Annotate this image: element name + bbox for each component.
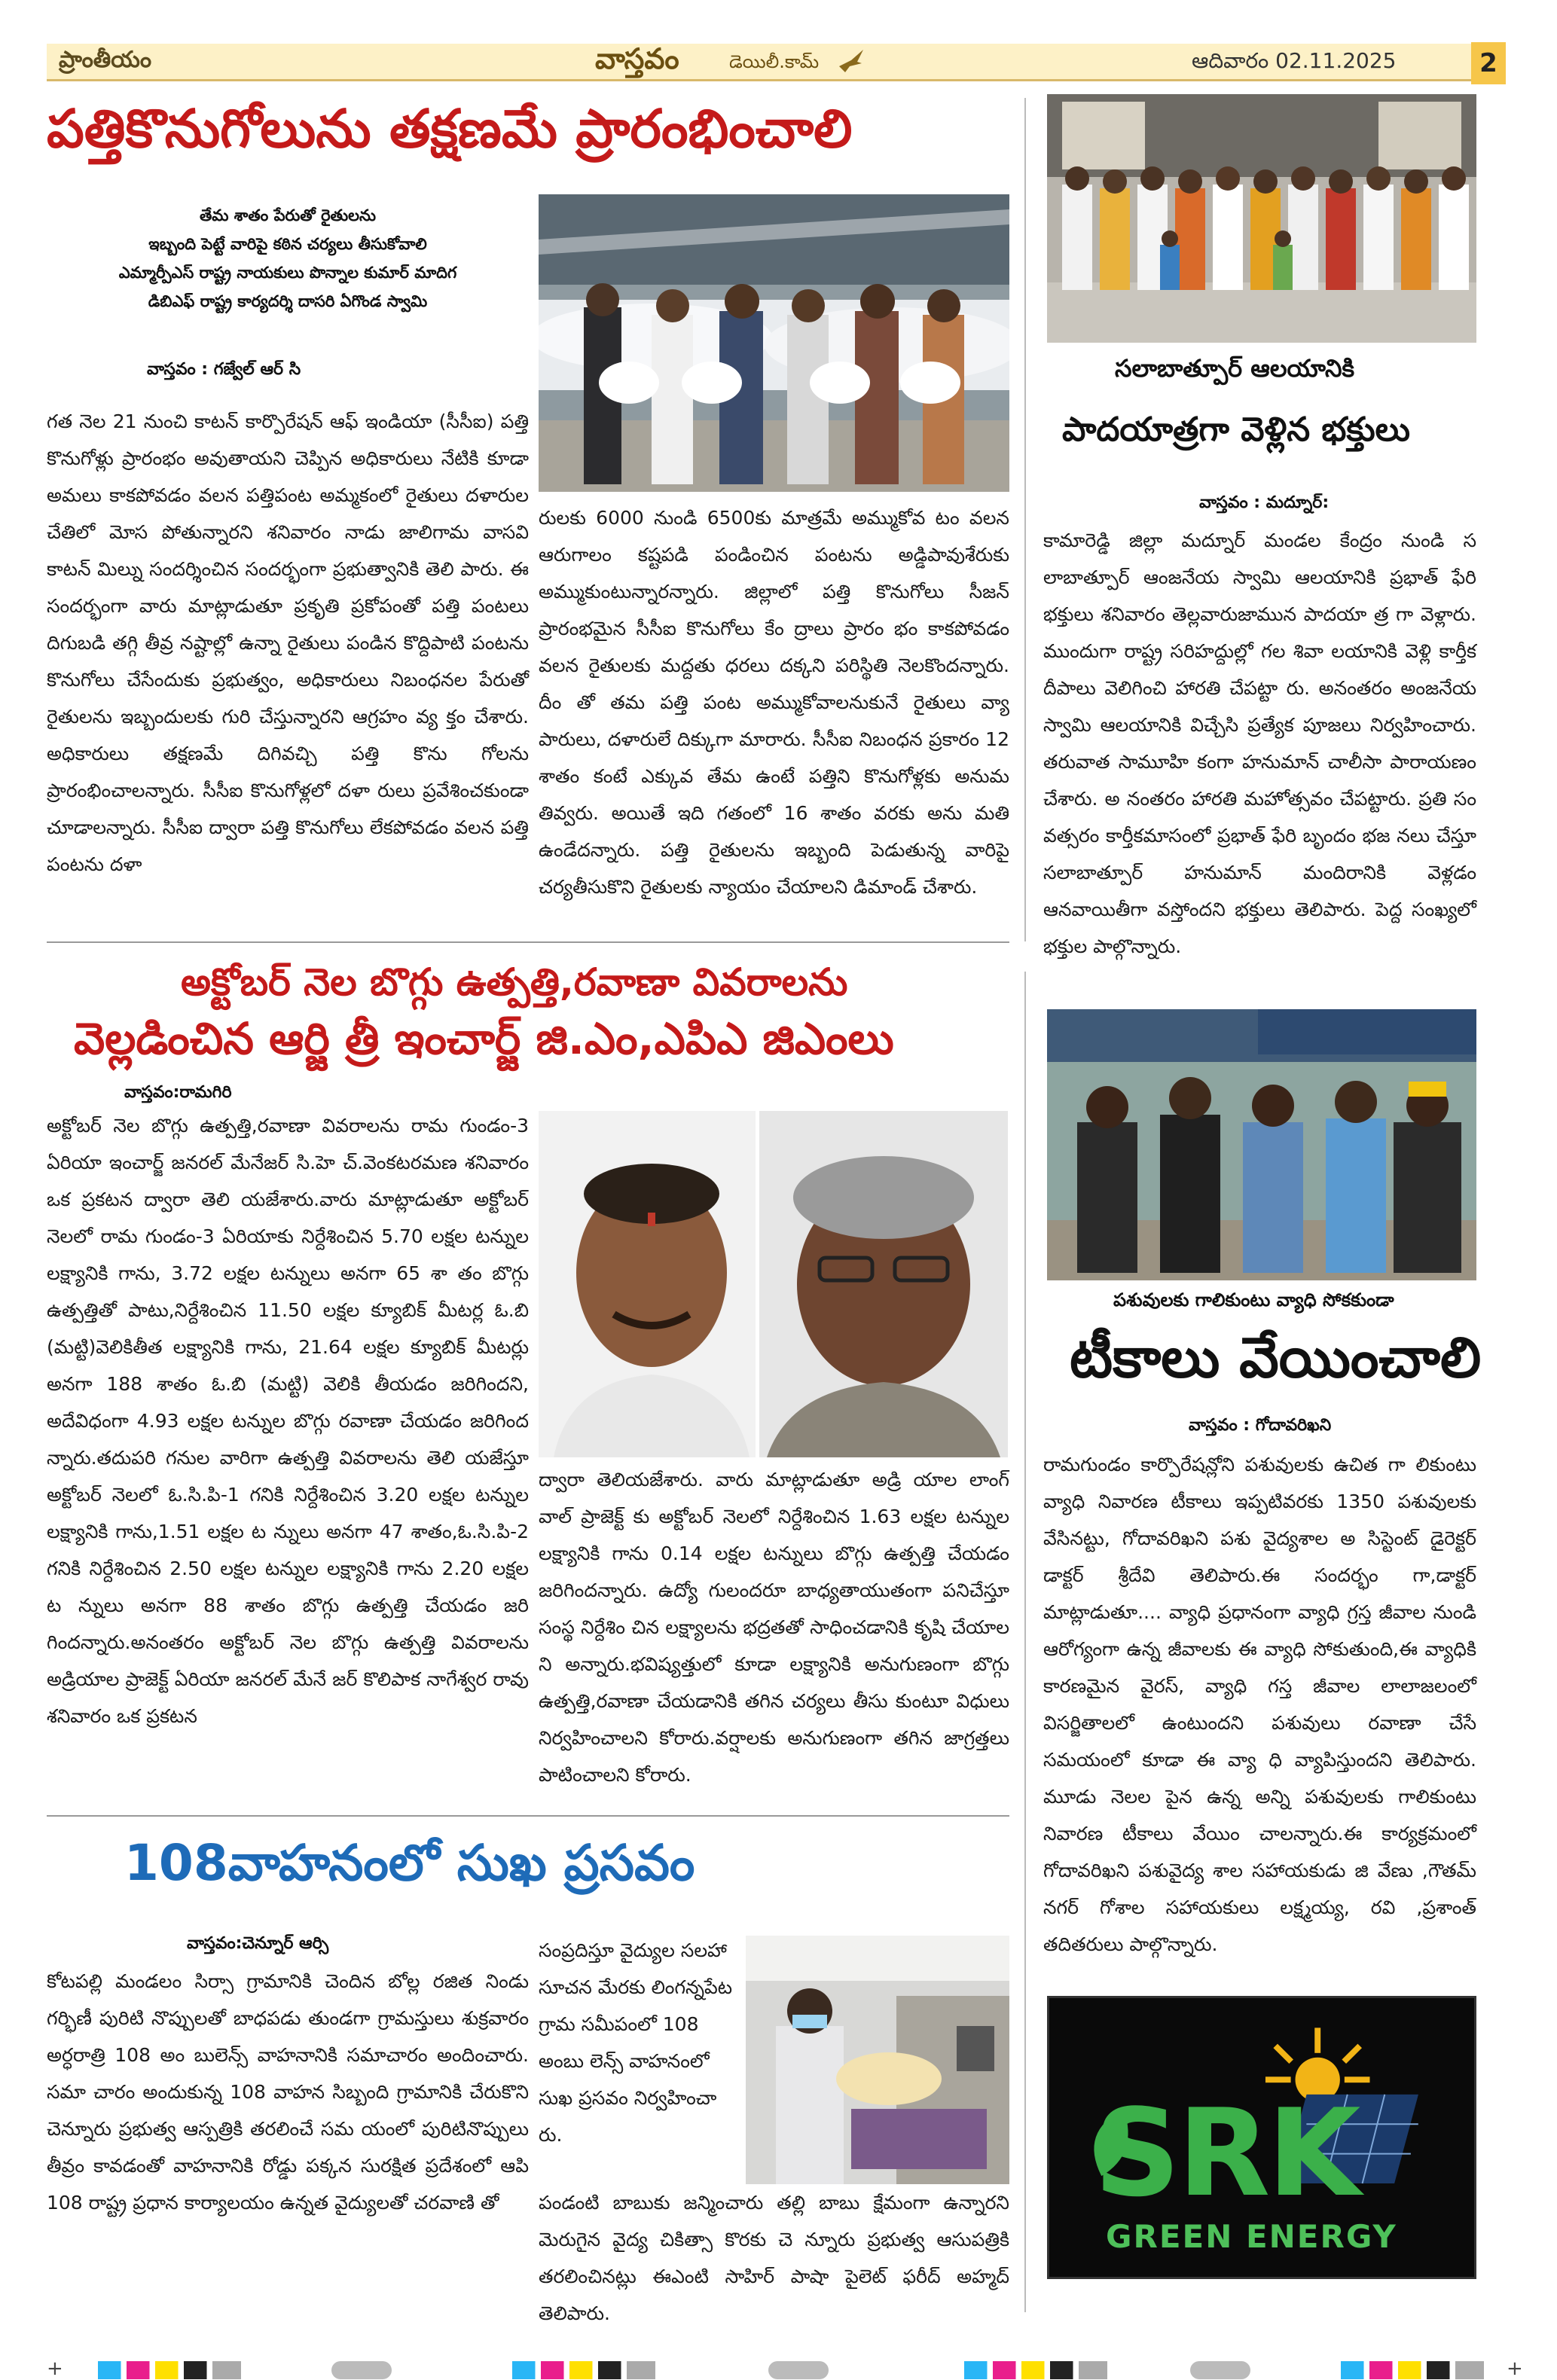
story1-byline: వాస్తవం : గజ్వేల్ ఆర్ సి bbox=[147, 360, 301, 379]
ambulance-photo bbox=[746, 1936, 1009, 2184]
story2-headline: పాదయాత్రగా వెళ్లిన భక్తులు bbox=[1062, 410, 1411, 449]
story5-column-2b: పండంటి బాబుకు జన్మించారు తల్లి బాబు క్షేమంగా ఉన్నారని మెరుగైన వైద్య చికిత్సా కొరకు చె న్నూరు ప్రభుత్వ ఆసుపత్రికి తరలించినట్లు ఈఎంటి సాహిర్ పాషా పైలెట్ ఫరీద్ అహ్మద్ తెలిపారు. bbox=[539, 2192, 1009, 2324]
gray-bar bbox=[331, 2361, 392, 2379]
story2-byline: వాస్తవం : మద్నూర్: bbox=[1199, 493, 1330, 512]
devotees-group-photo bbox=[1047, 94, 1476, 343]
story5-byline: వాస్తవం:చెన్నూర్ ఆర్సి bbox=[187, 1934, 329, 1953]
site-name: డెయిలీ.కామ్ bbox=[729, 51, 820, 72]
story1-subline: తేమ శాతం పేరుతో రైతులను bbox=[199, 206, 377, 224]
cotton-mill-photo bbox=[539, 194, 1009, 492]
story2-caption: సలాబాత్పూర్ ఆలయానికి bbox=[1115, 354, 1355, 383]
gray-bar bbox=[768, 2361, 829, 2379]
story5-column-2a: సంప్రదిస్తూ వైద్యుల సలహా సూచన మేరకు లింగన్నపేట గ్రామ సమీపంలో 108 అంబు లెన్స్ వాహనంలో సుఖ ప్రసవం నిర్వహించా రు. bbox=[539, 1939, 733, 2146]
story1-subline: డిబిఎఫ్ రాష్ట్ర కార్యదర్శి దాసరి ఏగొండ స్వామి bbox=[148, 292, 428, 310]
gm-portrait-photo bbox=[539, 1111, 756, 1457]
story3-headline-line2: వెల్లడించిన ఆర్జి త్రీ ఇంచార్జ్ జి.ఎం,ఎపిఎ జిఎంలు bbox=[74, 1013, 894, 1064]
story2-body: కామారెడ్డి జిల్లా మద్నూర్ మండల కేంద్రం నుండి స లాబాత్పూర్ ఆంజనేయ స్వామి ఆలయానికి ప్రభాత్ ఫేరి భక్తులు శనివారం తెల్లవారుజామున పాదయా త్ర గా వెళ్లారు. ముందుగా రాష్ట్ర సరిహద్దుల్లో గల శివా లయానికి వెళ్లి కార్తీక దీపాలు వెలిగించి హారతి చేపట్టా రు. అనంతరం అంజనేయ స్వామి ఆలయానికి విచ్చేసి ప్రత్యేక పూజలు నిర్వహించారు. తరువాత సామూహి కంగా హనుమాన్ చాలీసా పారాయణం చేశారు. అ నంతరం హారతి మహోత్సవం చేపట్టారు. ప్రతి సం వత్సరం కార్తీకమాసంలో ప్రభాత్ ఫేరి బృందం భజ నలు చేస్తూ సలాబాత్పూర్ హనుమాన్ మందిరానికి వెళ్లడం ఆనవాయితీగా వస్తోందని భక్తులు తెలిపారు. పెద్ద సంఖ్యలో భక్తుల పాల్గొన్నారు. bbox=[1043, 529, 1476, 957]
story1-column-1: గత నెల 21 నుంచి కాటన్ కార్పొరేషన్ ఆఫ్ ఇండియా (సీసీఐ) పత్తి కొనుగోళ్లు ప్రారంభం అవుతాయని చెప్పిన అధికారులు నేటికి కూడా అమలు కాకపోవడం వలన పత్తిపంట అమ్మకంలో రైతులు దళారుల చేతిలో మోస పోతున్నారని శనివారం నాడు జాలిగామ వాసవి కాటన్ మిల్ను సందర్శించిన సందర్భంగా ప్రభుత్వానికి తెలి పారు. ఈ సందర్భంగా వారు మాట్లాడుతూ ప్రకృతి ప్రకోపంతో పత్తి పంటలు దిగుబడి తగ్గి తీవ్ర నష్టాల్లో ఉన్నా రైతులు పండిన కొద్దిపాటి పంటను కొనుగోలు చేసేందుకు ప్రభుత్వం, అధికారులు నిబంధనల పేరుతో రైతులను ఇబ్బందులకు గురి చేస్తున్నారని ఆగ్రహం వ్య క్తం చేశారు. అధికారులు తక్షణమే దిగివచ్చి పత్తి కొను గోలను ప్రారంభించాలన్నారు. సీసీఐ కొనుగోళ్లలో దళా రులు ప్రవేశించకుండా చూడాలన్నారు. సీసీఐ ద్వారా పత్తి కొనుగోలు లేకపోవడం వలన పత్తి పంటను దళా bbox=[47, 410, 529, 875]
story1-subline: ఎమ్మార్పీఎస్ రాష్ట్ర నాయకులు పొన్నాల కుమార్ మాదిగ bbox=[118, 264, 457, 282]
story5-column-1: కోటపల్లి మండలం సిర్సా గ్రామానికి చెందిన బోల్ల రజిత నిండు గర్భిణీ పురిటి నొప్పులతో బాధపడు తుండగా గ్రామస్తులు శుక్రవారం అర్ధరాత్రి 108 అం బులెన్స్ వాహనానికి సమాచారం అందించారు. సమా చారం అందుకున్న 108 వాహన సిబ్బంది గ్రామానికి చేరుకొని చెన్నూరు ప్రభుత్వ ఆస్పత్రికి తరలించే సమ యంలో పురిటినొప్పులు తీవ్రం కావడంతో వాహనానికి రోడ్డు పక్కన సురక్షిత ప్రదేశంలో ఆపి 108 రాష్ట్ర ప్రధాన కార్యాలయం ఉన్నత వైద్యులతో చరవాణి తో bbox=[47, 1970, 529, 2214]
color-bar bbox=[964, 2361, 1107, 2379]
story3-column-1: అక్టోబర్ నెల బొగ్గు ఉత్పత్తి,రవాణా వివరాలను రామ గుండం-3 ఏరియా ఇంచార్జ్ జనరల్ మేనేజర్ సి.హె చ్.వెంకటరమణ శనివారం ఒక ప్రకటన ద్వారా తెలి యజేశారు.వారు మాట్లాడుతూ అక్టోబర్ నెలలో రామ గుండం-3 ఏరియాకు నిర్దేశించిన 5.70 లక్షల టన్నుల లక్ష్యానికి గాను, 3.72 లక్షల టన్నులు అనగా 65 శా తం బొగ్గు ఉత్పత్తితో పాటు,నిర్దేశించిన 11.50 లక్షల క్యూబిక్ మీటర్ల ఓ.బి (మట్టి)వెలికితీత లక్ష్యానికి గాను, 21.64 లక్షల క్యూబిక్ మీటర్లు అనగా 188 శాతం ఓ.బి (మట్టి) వెలికి తీయడం జరిగిందని, అదేవిధంగా 4.93 లక్షల టన్నుల బొగ్గు రవాణా చేయడం జరిగింద న్నారు.తదుపరి గనుల వారిగా ఉత్పత్తి వివరాలను తెలి యజేస్తూ అక్టోబర్ నెలలో ఓ.సి.పి-1 గనికి నిర్దేశించిన 3.20 లక్షల టన్నుల లక్ష్యానికి గాను,1.51 లక్షల ట న్నులు అనగా 47 శాతం,ఓ.సి.పి-2 గనికి నిర్దేశించిన 2.50 లక్షల టన్నుల లక్ష్యానికి గాను 2.20 లక్షల ట న్నులు అనగా 88 శాతం బొగ్గు ఉత్పత్తి చేయడం జరి గిందన్నారు.అనంతరం అక్టోబర్ నెల బొగ్గు ఉత్పత్తి వివరాలను అడ్రియాల ప్రాజెక్ట్ ఏరియా జనరల్ మేనే జర్ కొలిపాక నాగేశ్వర రావు శనివారం ఒక ప్రకటన bbox=[47, 1115, 529, 1727]
story4-body: రామగుండం కార్పొరేషన్లోని పశువులకు ఉచిత గా లికుంటు వ్యాధి నివారణ టీకాలు ఇప్పటివరకు 1350 పశువులకు వేసినట్టు, గోదావరిఖని పశు వైద్యశాల అ సిస్టెంట్ డైరెక్టర్ డాక్టర్ శ్రీదేవి తెలిపారు.ఈ సందర్భం గా,డాక్టర్ మాట్లాడుతూ.... వ్యాధి ప్రధానంగా వ్యాధి గ్రస్త జీవాల నుండి ఆరోగ్యంగా ఉన్న జీవాలకు ఈ వ్యాధి సోకుతుంది,ఈ వ్యాధికి కారణమైన వైరస్, వ్యాధి గస్త జీవాల లాలాజలంలో విసర్జితాలలో ఉంటుందని పశువులు రవాణా చేసే సమయంలో కూడా ఈ వ్యా ధి వ్యాపిస్తుందని తెలిపారు. మూడు నెలల పైన ఉన్న అన్ని పశువులకు గాలికుంటు నివారణ టీకాలు వేయిం చాలన్నారు.ఈ కార్యక్రమంలో గోదావరిఖని పశువైద్య శాల సహాయకుడు జి వేణు ,గౌతమ్ నగర్ గోశాల సహాయకులు లక్ష్మయ్య, రవి ,ప్రశాంత్ తదితరులు పాల్గొన్నారు. bbox=[1043, 1454, 1476, 1955]
color-bar bbox=[1341, 2361, 1484, 2379]
color-bar bbox=[98, 2361, 241, 2379]
story4-headline: టీకాలు వేయించాలి bbox=[1070, 1326, 1482, 1390]
story3-byline: వాస్తవం:రామగిరి bbox=[124, 1083, 232, 1102]
story4-caption: పశువులకు గాలికుంటు వ్యాధి సోకకుండా bbox=[1113, 1289, 1394, 1311]
srk-brand: SRK bbox=[1094, 2082, 1358, 2223]
story4-byline: వాస్తవం : గోదావరిఖని bbox=[1189, 1416, 1332, 1435]
issue-date: ఆదివారం 02.11.2025 bbox=[1192, 48, 1397, 73]
story1-headline: పత్తికొనుగోలును తక్షణమే ప్రారంభించాలి bbox=[47, 98, 853, 160]
page-number: 2 bbox=[1471, 42, 1506, 84]
section-name: ప్రాంతీయం bbox=[59, 47, 152, 73]
column-divider bbox=[1024, 98, 1026, 941]
story3-column-2: ద్వారా తెలియజేశారు. వారు మాట్లాడుతూ అడ్రి యాల లాంగ్ వాల్ ప్రాజెక్ట్ కు అక్టోబర్ నెలలో నిర్దేశించిన 1.63 లక్షల టన్నుల లక్ష్యానికి గాను 0.14 లక్షల టన్నులు బొగ్గు ఉత్పత్తి చేయడం జరిగిందన్నారు. ఉద్యో గులందరూ బాధ్యతాయుతంగా పనిచేస్తూ సంస్థ నిర్దేశిం చిన లక్ష్యాలను భద్రతతో సాధించడానికి కృషి చేయాల ని అన్నారు.భవిష్యత్తులో కూడా లక్ష్యానికి అనుగుణంగా బొగ్గు ఉత్పత్తి,రవాణా చేయడానికి తగిన చర్యలు తీసు కుంటూ విధులు నిర్వహించాలని కోరారు.వర్షాలకు అనుగుణంగా తగిన జాగ్రత్తలు పాటించాలని కోరారు. bbox=[539, 1469, 1009, 1786]
color-bar bbox=[512, 2361, 655, 2379]
section-rule bbox=[47, 941, 1009, 943]
story5-headline: 108వాహనంలో సుఖ ప్రసవం bbox=[124, 1834, 695, 1892]
section-rule bbox=[47, 1815, 1009, 1817]
story1-column-2: రులకు 6000 నుండి 6500కు మాత్రమే అమ్ముకోవ టం వలన ఆరుగాలం కష్టపడి పండించిన పంటను అడ్డిపావుశేరుకు అమ్ముకుంటున్నారన్నారు. జిల్లాలో పత్తి కొనుగోలు సీజన్ ప్రారంభమైన సీసీఐ కొనుగోలు కేం ద్రాలు ప్రారం భం కాకపోవడం వలన రైతులకు మద్దతు ధరలు దక్కని పరిస్థితి నెలకొందన్నారు. దీం తో తమ పత్తి పంట అమ్ముకోవాలనుకునే రైతులు వ్యా పారులు, దళారులే దిక్కుగా మారారు. సీసీఐ నిబంధన ప్రకారం 12 శాతం కంటే ఎక్కువ తేమ ఉంటే పత్తిని కొనుగోళ్లకు అనుమ తివ్వరు. అయితే ఇది గతంలో 16 శాతం వరకు అను మతి ఉండేదన్నారు. పత్తి రైతులను ఇబ్బంది పెడుతున్న వారిపై చర్యతీసుకొని రైతులకు న్యాయం చేయాలని డిమాండ్ చేశారు. bbox=[539, 507, 1009, 898]
story3-headline-line1: అక్టోబర్ నెల బొగ్గు ఉత్పత్తి,రవాణా వివరాలను bbox=[181, 960, 848, 1004]
srk-tagline: GREEN ENERGY bbox=[1106, 2218, 1397, 2255]
story1-subline: ఇబ్బంది పెట్టే వారిపై కఠిన చర్యలు తీసుకోవాలి bbox=[148, 235, 427, 253]
apa-gm-portrait-photo bbox=[759, 1111, 1008, 1457]
gray-bar bbox=[1190, 2361, 1250, 2379]
vaccination-team-photo bbox=[1047, 1009, 1476, 1280]
registration-mark-icon: + bbox=[47, 2357, 63, 2380]
column-divider bbox=[1024, 972, 1026, 2312]
paper-name: వాస్తవం bbox=[595, 42, 679, 75]
bird-logo-icon bbox=[836, 47, 866, 75]
registration-mark-icon: + bbox=[1507, 2357, 1523, 2380]
